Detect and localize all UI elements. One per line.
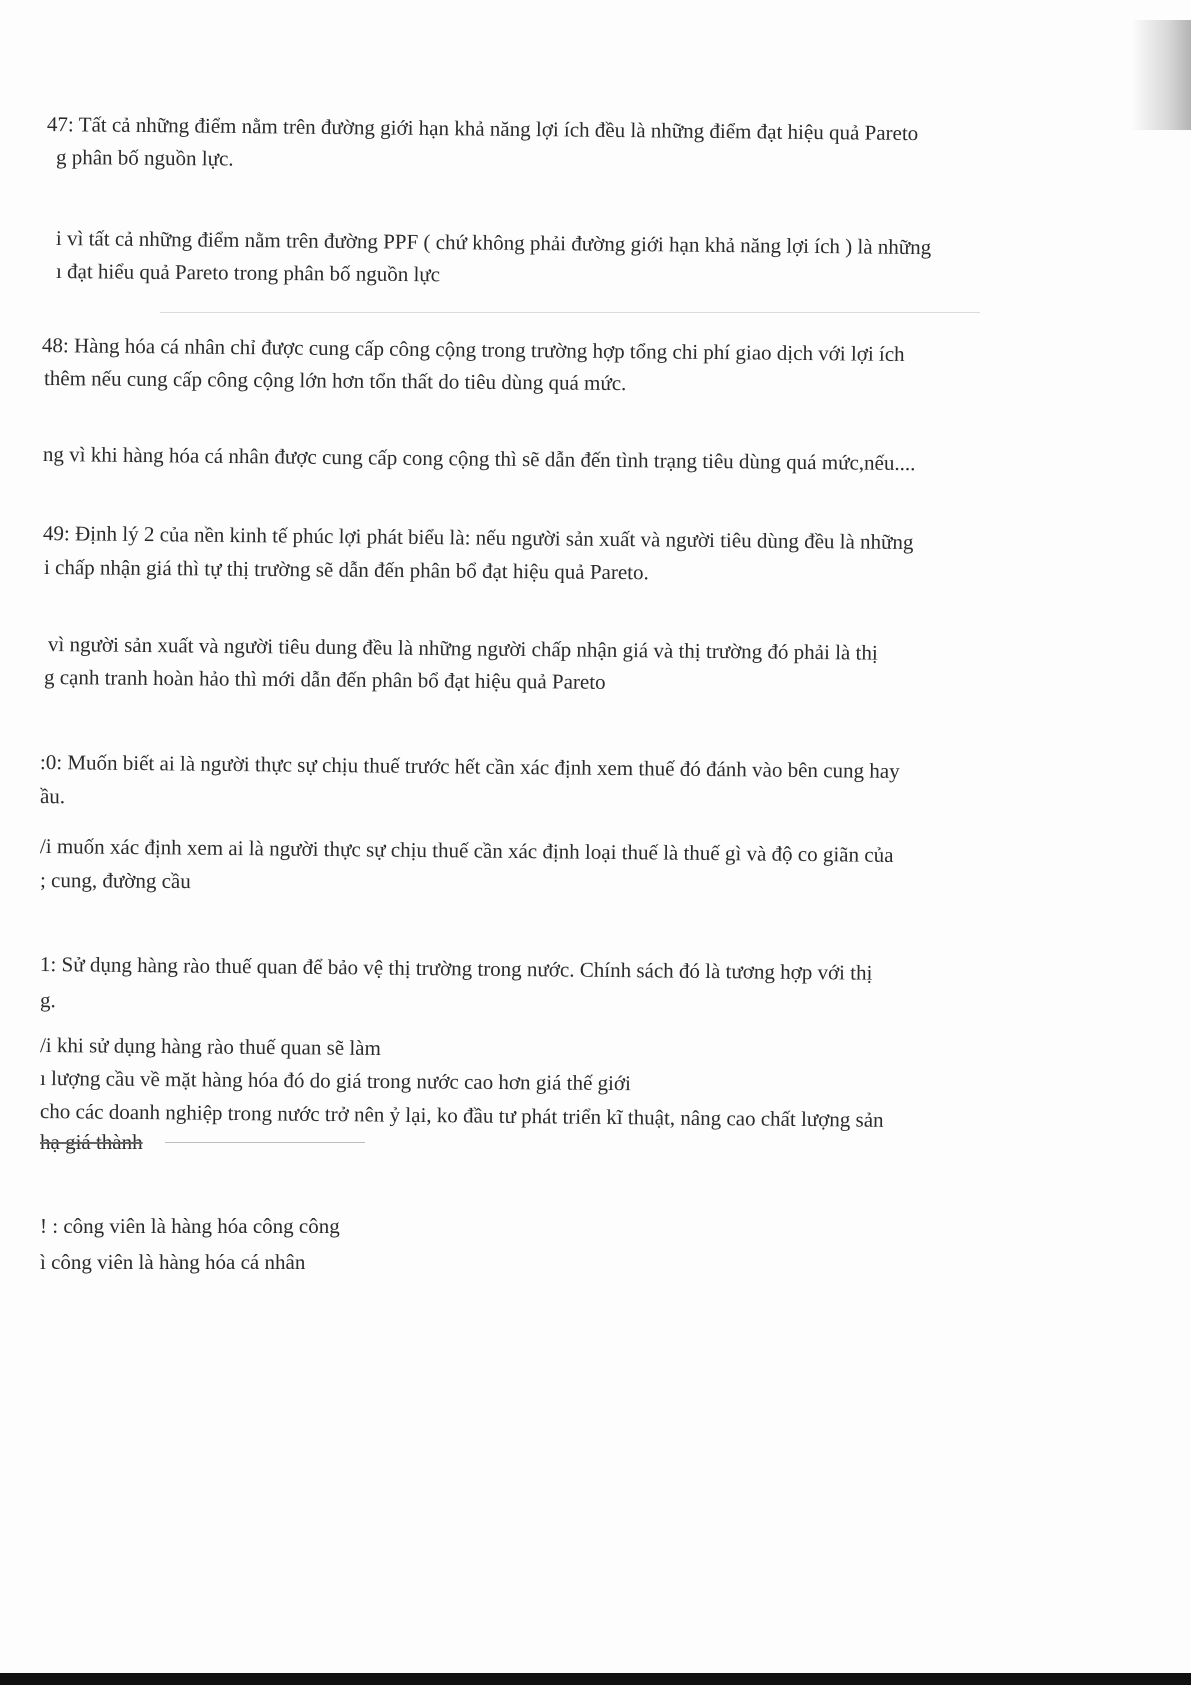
faint-rule [160,312,980,313]
q50-answer-line-1: /i muốn xác định xem ai là người thực sự chịu thuế cần xác định loại thuế là thuế gì và độ co giãn của [39,834,894,867]
q49-answer-line-1: vì người sản xuất và người tiêu dung đều là những người chấp nhận giá và thị trường đó phải là thị [47,632,878,665]
q47-line-1: 47: Tất cả những điểm nằm trên đường giới hạn khả năng lợi ích đều là những điểm đạt hiệu quả Pareto [46,112,919,146]
q51-answer-line-3: cho các doanh nghiệp trong nước trở nên ỷ lại, ko đầu tư phát triển kĩ thuật, nâng cao chất lượng sản [39,1099,884,1132]
q48-line-2: thêm nếu cung cấp công cộng lớn hơn tổn thất do tiêu dùng quá mức. [43,366,627,396]
strike-extension [165,1142,365,1143]
q50-line-1: :0: Muốn biết ai là người thực sự chịu thuế trước hết cần xác định xem thuế đó đánh vào bên cung hay [39,750,900,784]
q51-answer-line-2: ı lượng cầu về mặt hàng hóa đó do giá trong nước cao hơn giá thế giới [39,1066,631,1096]
q51-answer-line-1: /i khi sử dụng hàng rào thuế quan sẽ làm [39,1033,381,1060]
scan-bottom-border [0,1673,1191,1685]
q49-answer-line-2: g cạnh tranh hoàn hảo thì mới dẫn đến phân bổ đạt hiệu quả Pareto [43,665,606,694]
q51-answer-line-4: hạ giá thành [40,1130,143,1154]
q50-answer-line-2: ; cung, đường cầu [39,868,191,894]
q52-line: ! : công viên là hàng hóa công công [40,1214,340,1238]
q47-answer-line-2: ı đạt hiểu quả Pareto trong phân bố nguồn lực [55,259,441,287]
q47-line-2: g phân bố nguồn lực. [55,145,234,171]
q51-line-1: 1: Sử dụng hàng rào thuế quan để bảo vệ thị trường trong nước. Chính sách đó là tương hợp với thị [39,952,873,985]
q47-answer-line-1: i vì tất cả những điểm nằm trên đường PPF ( chứ không phải đường giới hạn khả năng lợi ích ) là những [55,226,932,260]
q52-answer-line: ì công viên là hàng hóa cá nhân [40,1250,306,1274]
q49-line-1: 49: Định lý 2 của nền kinh tế phúc lợi phát biểu là: nếu người sản xuất và người tiêu dùng đều là những [42,521,914,555]
q49-line-2: i chấp nhận giá thì tự thị trường sẽ dẫn đến phân bổ đạt hiệu quả Pareto. [43,555,649,585]
q51-line-2: g. [39,988,56,1013]
q48-line-1: 48: Hàng hóa cá nhân chỉ được cung cấp công cộng trong trường hợp tổng chi phí giao dịch với lợi ích [41,333,905,367]
q50-line-2: ầu. [39,784,66,809]
scan-edge-shadow [1131,20,1191,130]
q48-answer-line: ng vì khi hàng hóa cá nhân được cung cấp cong cộng thì sẽ dẫn đến tình trạng tiêu dùng quá mức,nếu.... [42,442,916,476]
